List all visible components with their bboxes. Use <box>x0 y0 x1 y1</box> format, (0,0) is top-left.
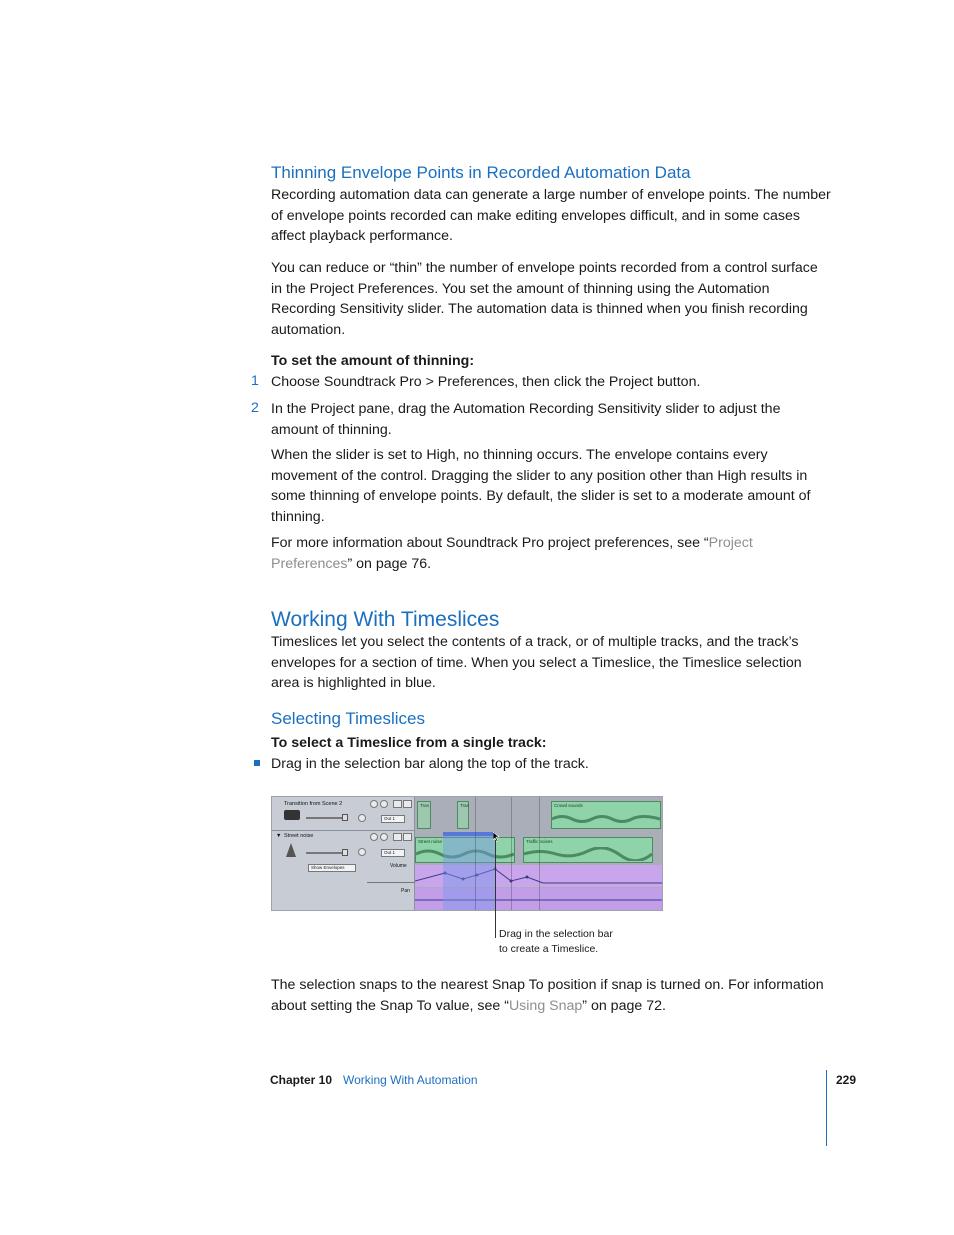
bullet-marker <box>254 760 260 766</box>
step-note-slider: When the slider is set to High, no thinning occurs. The envelope contains every movement of the control. Dragging the slider to any position other than High results in some thinning of envelope points. By default, the slider is set to a moderate amount of thinning. <box>271 447 811 525</box>
disclosure-triangle-icon[interactable]: ▼ <box>276 833 282 839</box>
procedure-lead-thinning: To set the amount of thinning: <box>271 353 475 369</box>
track-name-street: Street noise <box>284 833 314 839</box>
pan-knob-icon[interactable] <box>358 814 366 822</box>
link-using-snap[interactable]: Using Snap <box>508 997 583 1014</box>
envelope-label-volume: Volume <box>390 863 407 869</box>
track-header-street <box>272 831 415 911</box>
subheading-selecting-timeslices: Selecting Timeslices <box>271 709 426 728</box>
paragraph-more-info <box>271 533 831 574</box>
more-info-text-before: For more information about Soundtrack Pro project preferences, see “ <box>271 535 709 551</box>
clip-crowd-sounds[interactable] <box>551 801 661 829</box>
clip-label-street: Street noise <box>418 839 443 844</box>
timeline-area[interactable] <box>415 797 663 911</box>
step-text-1: Choose Soundtrack Pro > Preferences, then click the Project button. <box>271 374 701 390</box>
procedure-lead-timeslice: To select a Timeslice from a single track: <box>271 735 547 751</box>
speaker-icon[interactable] <box>393 800 402 808</box>
clip-tras[interactable] <box>457 801 469 829</box>
link-project-preferences[interactable]: Project Preferences <box>271 535 753 572</box>
volume-slider-knob[interactable] <box>342 849 348 856</box>
envelope-label-pan: Pan <box>401 888 410 894</box>
track-icon-horn <box>286 843 296 857</box>
section-heading-thinning: Thinning Envelope Points in Recorded Automation Data <box>271 163 691 182</box>
paragraph-snap <box>271 975 831 1016</box>
pan-knob-icon[interactable] <box>358 848 366 856</box>
paragraph-reduce-thin: You can reduce or “thin” the number of envelope points recorded from a control surface in the Project Preferences. You set the amount of thinning using the Automation Recording Sensitivity slider. The automation data is thinned when you finish recording automation. <box>271 260 818 338</box>
show-envelopes-popup[interactable]: Show Envelopes <box>308 864 356 872</box>
section-heading-timeslices: Working With Timeslices <box>271 608 500 631</box>
caption-line-2: to create a Timeslice. <box>499 943 599 955</box>
lock-icon[interactable] <box>403 833 412 841</box>
footer-page-number: 229 <box>836 1073 857 1087</box>
snap-text-before: The selection snaps to the nearest Snap To position if snap is turned on. For information about setting the Snap To value, see “ <box>271 977 824 1014</box>
paragraph-recording-automation: Recording automation data can generate a large number of envelope points. The number of envelope points recorded can make editing envelopes difficult, and in some cases affect playback performance. <box>271 187 831 244</box>
waveform-crowd <box>552 812 660 826</box>
clip-tran[interactable] <box>417 801 431 829</box>
grid-line <box>511 797 512 911</box>
callout-line <box>495 840 496 938</box>
footer-chapter: Chapter 10 <box>270 1073 333 1087</box>
clip-label-tran: Tran <box>420 803 430 808</box>
track-name-transition: Transition from Scene 2 <box>284 801 343 807</box>
footer-rule <box>826 1070 827 1146</box>
mute-button-icon[interactable] <box>370 800 378 808</box>
waveform-traffic <box>524 847 652 861</box>
grid-line <box>475 797 476 911</box>
timeslice-screenshot <box>271 796 663 911</box>
solo-button-icon[interactable] <box>380 833 388 841</box>
step-number-1: 1 <box>251 373 259 389</box>
step-number-2: 2 <box>251 400 259 416</box>
bullet-text-drag: Drag in the selection bar along the top of the track. <box>271 756 589 772</box>
envelope-divider <box>367 882 415 883</box>
clip-label-tras: Tras <box>460 803 469 808</box>
paragraph-timeslices: Timeslices let you select the contents of a track, or of multiple tracks, and the track’s envelopes for a section of time. When you select a Timeslice, the Timeslice selection area is highlighted in blue. <box>271 634 802 691</box>
track-header-transition <box>272 797 415 831</box>
clip-label-traffic: Traffic noises <box>526 839 553 844</box>
grid-line <box>539 797 540 911</box>
step-text-2: In the Project pane, drag the Automation Recording Sensitivity slider to adjust the amount of thinning. <box>271 401 781 438</box>
timeslice-selection[interactable] <box>443 832 495 911</box>
solo-button-icon[interactable] <box>380 800 388 808</box>
track-icon-audience <box>284 810 300 820</box>
output-select[interactable]: Out 1 <box>381 815 405 823</box>
lock-icon[interactable] <box>403 800 412 808</box>
mute-button-icon[interactable] <box>370 833 378 841</box>
output-select[interactable]: Out 1 <box>381 849 405 857</box>
figure-caption <box>499 927 613 957</box>
caption-line-1: Drag in the selection bar <box>499 928 613 940</box>
clip-traffic-noises[interactable] <box>523 837 653 863</box>
speaker-icon[interactable] <box>393 833 402 841</box>
volume-slider-knob[interactable] <box>342 814 348 821</box>
more-info-text-after: ” on page 76. <box>347 555 432 572</box>
snap-text-after: ” on page 72. <box>582 997 666 1014</box>
footer-chapter-title[interactable]: Working With Automation <box>343 1073 478 1087</box>
track-headers <box>272 797 415 911</box>
clip-label-crowd: Crowd sounds <box>554 803 583 808</box>
